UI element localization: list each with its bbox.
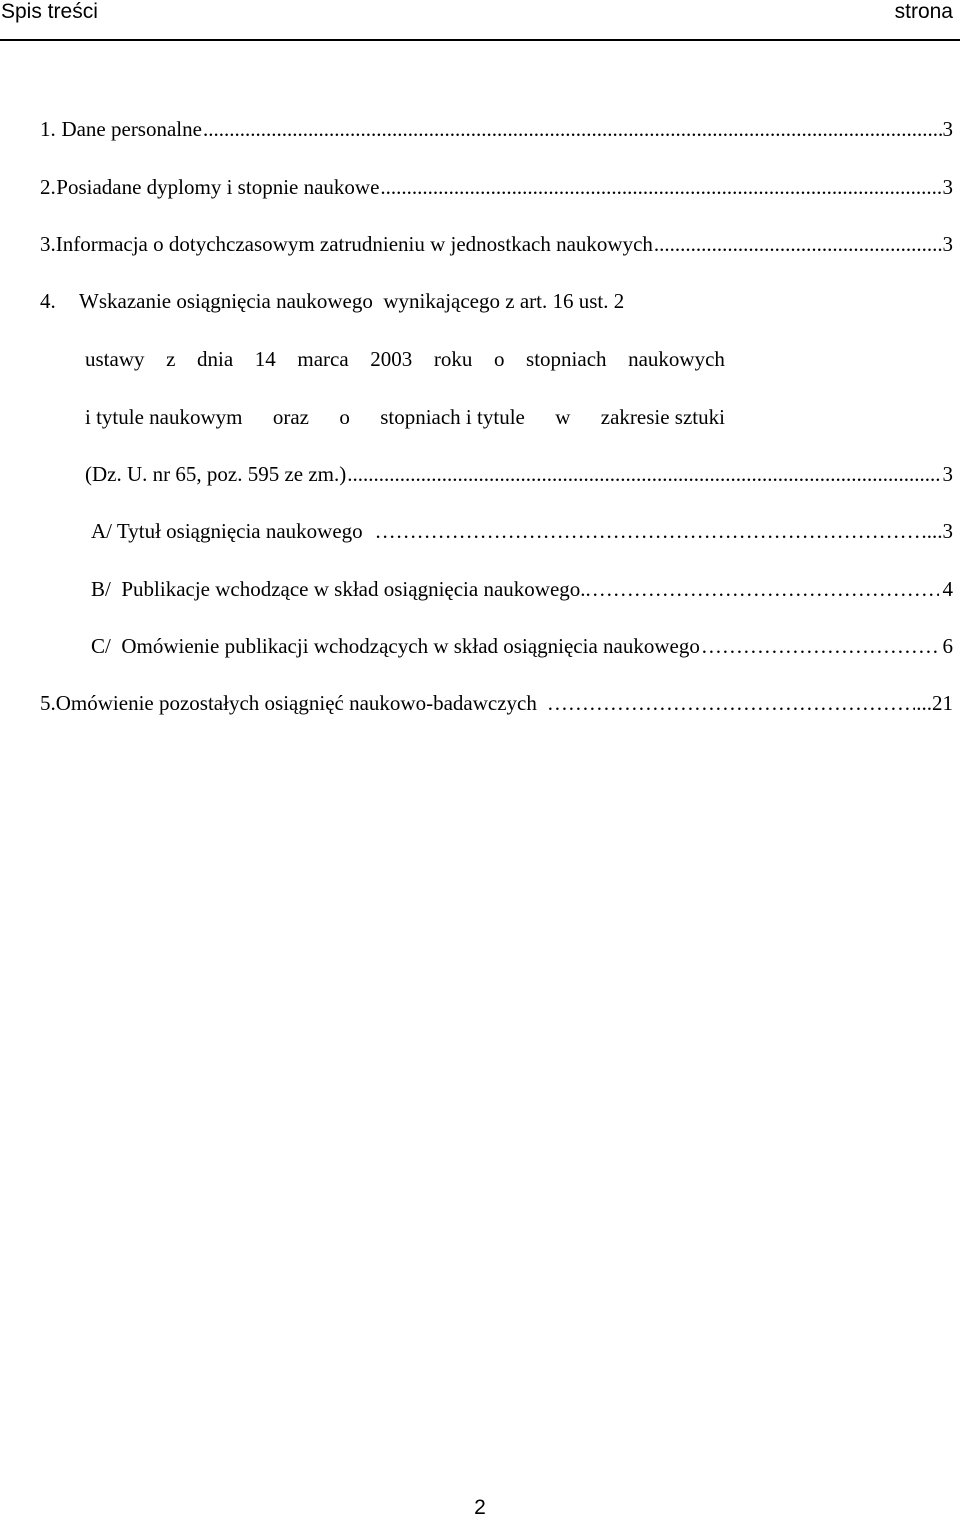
toc-word: zakresie sztuki — [600, 405, 725, 429]
toc-entry-text: C/ Omówienie publikacji wchodzących w skład osiągnięcia naukowego — [91, 634, 700, 658]
toc-word: stopniach — [526, 347, 607, 371]
toc-entry-page: 3 — [942, 232, 953, 256]
toc-word: z — [166, 347, 176, 371]
toc-entry-4-line1[interactable] — [40, 288, 624, 314]
toc-leader-dots — [203, 116, 942, 142]
toc-leader-ellipsis — [701, 633, 937, 659]
toc-entry-3[interactable] — [40, 231, 953, 257]
toc-leader-dots — [375, 518, 926, 544]
toc-word: o — [493, 347, 505, 371]
toc-word: roku — [433, 347, 473, 371]
toc-entry-page: 3 — [942, 462, 953, 486]
toc-entry-text: Posiadane dyplomy i stopnie naukowe — [56, 175, 380, 199]
toc-entry-page: 6 — [942, 634, 953, 658]
toc-word: ustawy — [85, 347, 145, 371]
toc-entry-text: Dane personalne — [61, 117, 202, 141]
toc-entry-page: 4 — [942, 577, 953, 601]
toc-entry-b[interactable] — [91, 576, 953, 602]
toc-entry-number: 4. — [40, 289, 56, 313]
toc-entry-page: 3 — [942, 175, 953, 199]
toc-entry-text: (Dz. U. nr 65, poz. 595 ze zm.) — [85, 462, 347, 486]
toc-entry-c[interactable] — [91, 633, 953, 659]
toc-leader-ellipsis — [547, 690, 915, 716]
toc-entry-number: 3. — [40, 232, 56, 256]
toc-entry-5[interactable] — [40, 690, 953, 716]
toc-word: marca — [297, 347, 349, 371]
toc-word: dnia — [197, 347, 234, 371]
toc-word: naukowych — [628, 347, 725, 371]
toc-header — [0, 0, 960, 40]
toc-word: o — [339, 405, 350, 429]
toc-entry-number: 5. — [40, 691, 56, 715]
toc-entry-number: 2. — [40, 175, 56, 199]
toc-entry-page: ...21 — [916, 691, 953, 715]
toc-leader-dots — [347, 461, 941, 487]
toc-entry-text: Informacja o dotychczasowym zatrudnieniu w jednostkach naukowych — [55, 232, 653, 256]
toc-entry-text: A/ Tytuł osiągnięcia naukowego — [91, 519, 363, 543]
toc-leader-dots — [654, 231, 942, 257]
toc-entry-page: 3 — [942, 117, 953, 141]
toc-word: oraz — [272, 405, 309, 429]
toc-entry-number: 1. — [40, 117, 56, 141]
toc-entry-a[interactable] — [91, 518, 953, 544]
toc-entry-page-number: 21 — [932, 691, 953, 715]
toc-entry-text: Wskazanie osiągnięcia naukowego wynikającego z art. 16 ust. 2 — [79, 289, 625, 313]
toc-leader-dots — [380, 174, 941, 200]
toc-word: 14 — [254, 347, 276, 371]
toc-entry-page-number: 3 — [942, 519, 953, 543]
toc-word: stopniach i tytule — [380, 405, 525, 429]
toc-entry-2[interactable] — [40, 174, 953, 200]
toc-entry-text: Omówienie pozostałych osiągnięć naukowo-badawczych — [55, 691, 537, 715]
toc-entry-text: B/ Publikacje wchodzące w skład osiągnięcia naukowego — [91, 577, 581, 601]
toc-word: i tytule naukowym — [85, 405, 243, 429]
toc-leader-ellipsis — [592, 576, 939, 602]
header-divider — [0, 39, 960, 41]
toc-leader-dots: .. — [580, 577, 591, 601]
toc-entry-4-line4 — [85, 461, 953, 487]
page-column-label: strona — [894, 0, 953, 23]
toc-entry-1[interactable] — [40, 116, 953, 142]
toc-entry-4-line3 — [85, 404, 725, 430]
toc-word: 2003 — [370, 347, 413, 371]
toc-word: w — [555, 405, 571, 429]
toc-title: Spis treści — [1, 0, 98, 23]
page-number: 2 — [474, 1496, 486, 1519]
toc-entry-4-line2 — [85, 346, 725, 372]
toc-entry-page: ...3 — [926, 519, 953, 543]
